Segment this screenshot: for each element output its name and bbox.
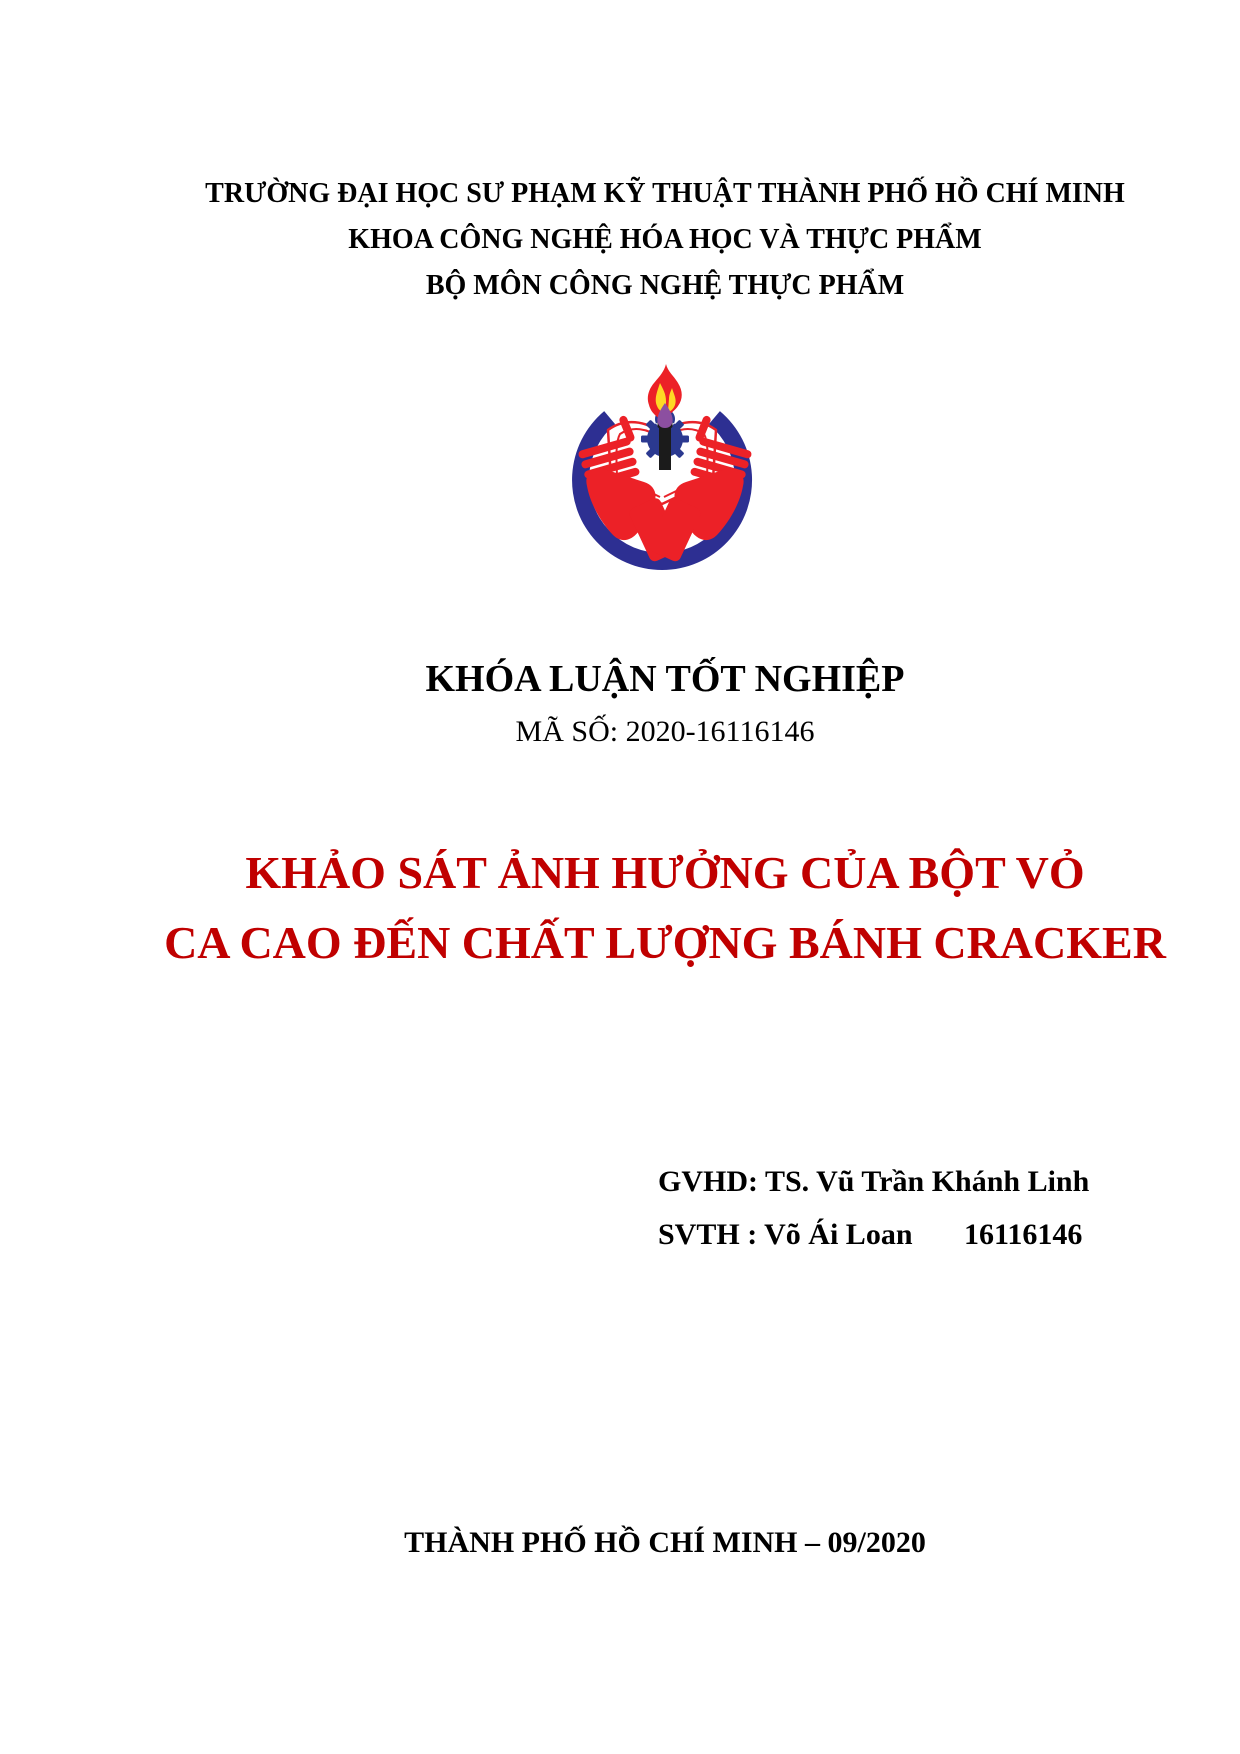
thesis-type-label: KHÓA LUẬN TỐT NGHIỆP xyxy=(425,658,905,700)
hcmute-logo xyxy=(570,363,760,578)
advisor-line: GVHD: TS. Vũ Trần Khánh Linh xyxy=(658,1165,1090,1198)
thesis-heading xyxy=(90,657,1240,750)
student-row xyxy=(658,1208,1128,1261)
people-block xyxy=(658,1155,1128,1261)
student-id: 16116146 xyxy=(964,1218,1083,1251)
thesis-title-line2: CA CAO ĐẾN CHẤT LƯỢNG BÁNH CRACKER xyxy=(164,917,1166,968)
hcmute-logo-icon xyxy=(570,363,760,578)
torch-icon xyxy=(658,421,673,470)
thesis-title xyxy=(90,838,1240,978)
student-line: SVTH : Võ Ái Loan xyxy=(658,1218,913,1251)
footer-location-date: THÀNH PHỐ HỒ CHÍ MINH – 09/2020 xyxy=(404,1526,926,1559)
thesis-code-label: MÃ SỐ: 2020-16116146 xyxy=(515,714,815,748)
faculty-name: KHOA CÔNG NGHỆ HÓA HỌC VÀ THỰC PHẨM xyxy=(348,224,982,255)
department-name: BỘ MÔN CÔNG NGHỆ THỰC PHẨM xyxy=(425,270,905,301)
university-name: TRƯỜNG ĐẠI HỌC SƯ PHẠM KỸ THUẬT THÀNH PHỐ HỒ CHÍ MINH xyxy=(205,178,1125,209)
org-header xyxy=(90,171,1240,309)
advisor-row xyxy=(658,1155,1128,1208)
thesis-title-line1: KHẢO SÁT ẢNH HƯỞNG CỦA BỘT VỎ xyxy=(245,847,1085,898)
